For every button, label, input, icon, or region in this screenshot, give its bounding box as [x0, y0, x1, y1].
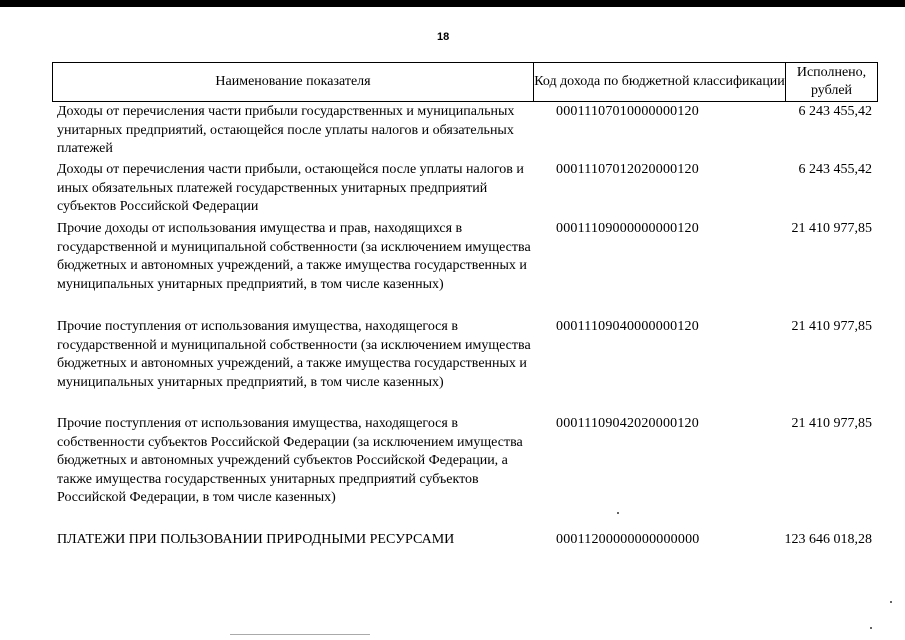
- row-name: Доходы от перечисления части прибыли государственных и муниципальных унитарных предприятий, остающейся после уплаты налогов и обязательных платежей: [57, 104, 515, 157]
- row-code: 00011109000000000120: [556, 221, 699, 236]
- top-border-bar: [0, 0, 905, 7]
- scan-edge-line: [230, 634, 370, 635]
- header-name-column: Наименование показателя: [53, 63, 534, 101]
- row-name: Прочие поступления от использования имущества, находящегося в государственной и муниципальной собственности (за исключением имущества бюджетных и автономных учреждений, а также имущества государственных и муниципальных унитарных предприятий, в том числе казенных): [57, 319, 531, 390]
- row-name: Прочие поступления от использования имущества, находящегося в собственности субъектов Российской Федерации (за исключением имущества бюджетных и автономных учреждений субъектов Российской Федерации, а также имущества государственных унитарных предприятий субъектов Российской Федерации, в том числе казенных): [57, 416, 523, 506]
- header-amount-column: Исполнено, рублей: [796, 65, 867, 98]
- row-amount: 6 243 455,42: [798, 162, 872, 177]
- scan-speck: [870, 627, 872, 629]
- row-code: 00011109040000000120: [556, 319, 699, 334]
- scan-speck: [617, 512, 619, 514]
- row-amount: 6 243 455,42: [798, 104, 872, 119]
- table-header: [52, 62, 878, 102]
- row-amount: 21 410 977,85: [791, 416, 872, 431]
- header-code-column: Код дохода по бюджетной классификации: [534, 63, 786, 101]
- row-name: Прочие доходы от использования имущества и прав, находящихся в государственной и муниципальной собственности (за исключением имущества бюджетных и автономных учреждений, а также имущества государственных и муниципальных унитарных предприятий, в том числе казенных): [57, 221, 531, 292]
- row-amount: 21 410 977,85: [791, 319, 872, 334]
- row-code: 00011107010000000120: [556, 104, 699, 119]
- row-amount: 123 646 018,28: [784, 532, 872, 547]
- row-code: 00011107012020000120: [556, 162, 699, 177]
- row-name: Доходы от перечисления части прибыли, остающейся после уплаты налогов и иных обязательных платежей государственных унитарных предприятий субъектов Российской Федерации: [57, 162, 524, 215]
- row-name: ПЛАТЕЖИ ПРИ ПОЛЬЗОВАНИИ ПРИРОДНЫМИ РЕСУРСАМИ: [57, 532, 455, 547]
- page-number: 18: [437, 31, 450, 43]
- row-amount: 21 410 977,85: [791, 221, 872, 236]
- scan-speck: [890, 601, 892, 603]
- row-code: 00011109042020000120: [556, 416, 699, 431]
- row-code: 00011200000000000000: [556, 532, 700, 547]
